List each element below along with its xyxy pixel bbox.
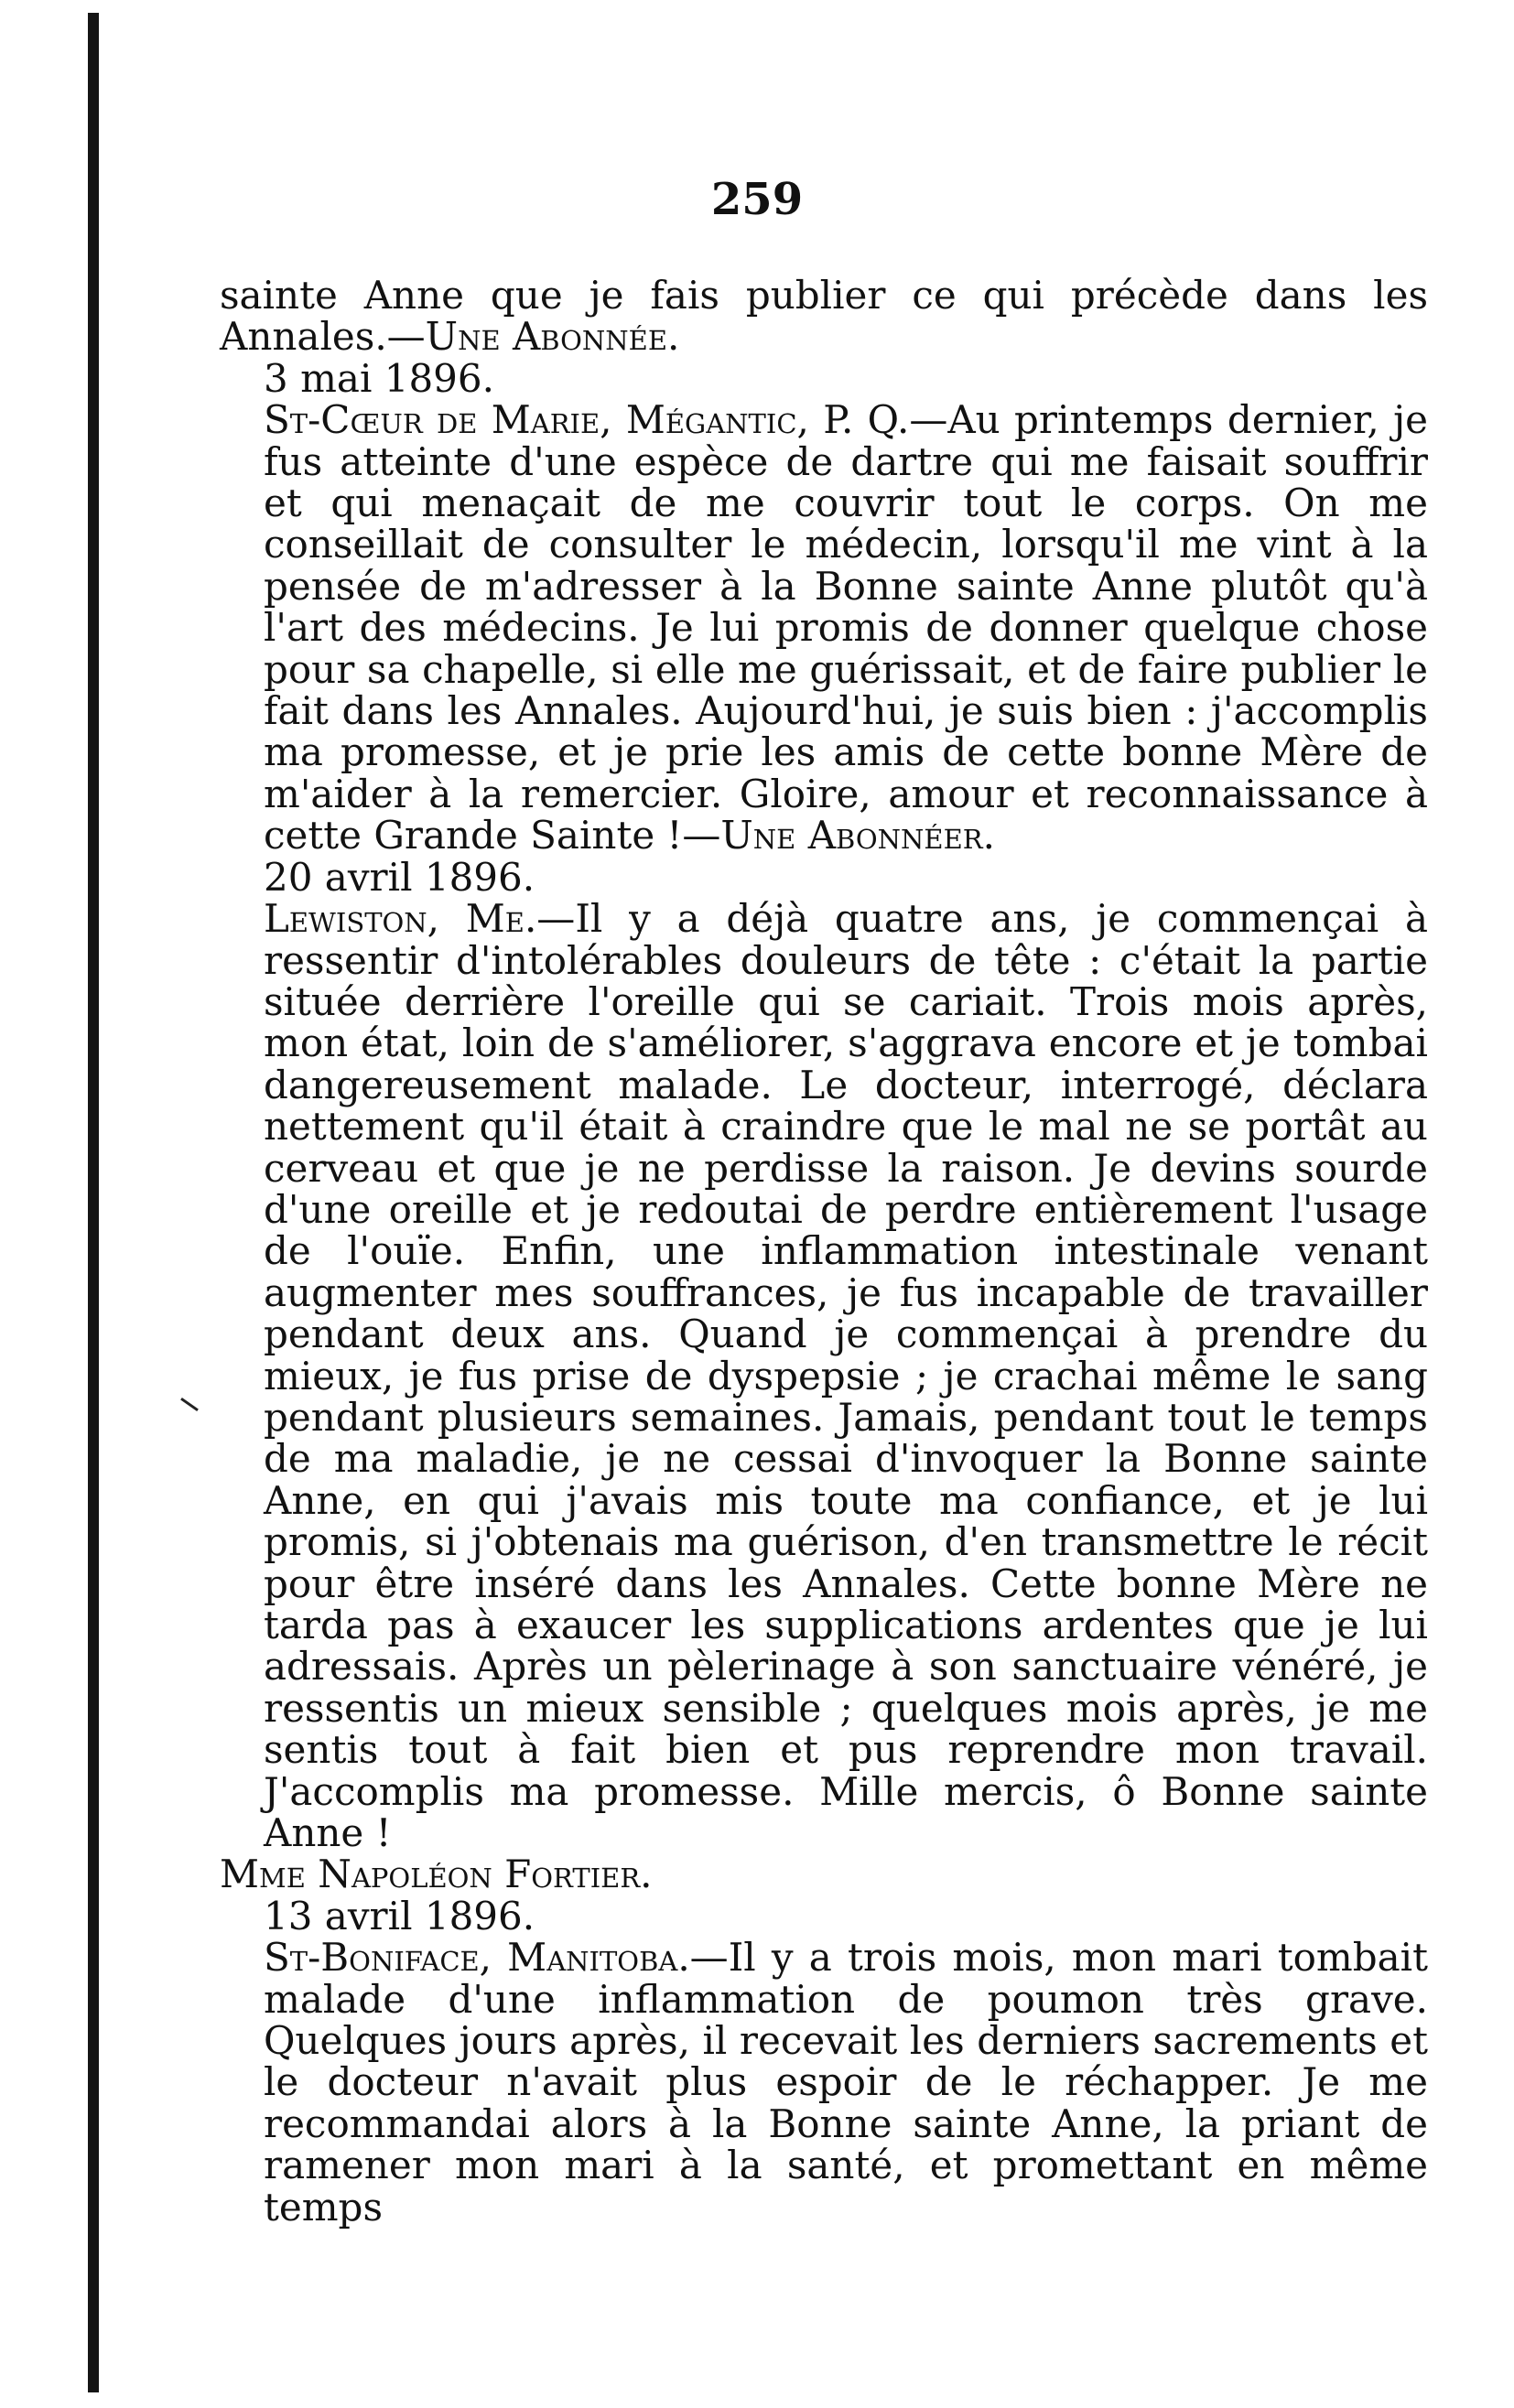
paragraph-text: Au printemps dernier, je fus atteinte d'une espèce de dartre qui me faisait souffrir et qui menaçait de me couvrir tout le corps. On me conseillait de consulter le médecin, lorsqu'il me vint à la pensée de m'adresser à la Bonne sainte Anne plutôt qu'à l'art des médecins. Je lui promis de donner quelque chose pour sa chapelle, si elle me guérissait, et de faire publier le fait dans les Annales. Aujourd'hui, je suis bien : j'accomplis ma promesse, et je prie les amis de cette bonne Mère de m'aider à la remercier. Gloire, amour et reconnaissance à cette Grande Sainte !— — [264, 397, 1428, 858]
paragraph-continuation — [220, 275, 1428, 358]
signature-abonnee: Une Abonnéer. — [720, 813, 995, 858]
signature-fortier: Mme Napoléon Fortier. — [220, 1852, 653, 1897]
paragraph-text: Il y a déjà quatre ans, je commençai à ressentir d'intolérables douleurs de tête : c'était la partie située derrière l'oreille qui se cariait. Trois mois après, mon état, loin de s'améliorer, s'aggrava encore et je tombai dangereusement malade. Le docteur, interrogé, déclara nettement qu'il était à craindre que le mal ne se portât au cerveau et que je ne perdisse la raison. Je devins sourde d'une oreille et je redoutai de perdre entièrement l'usage de l'ouïe. Enfin, une inflammation intestinale venant augmenter mes souffrances, je fus incapable de travailler pendant deux ans. Quand je commençai à prendre du mieux, je fus prise de dyspepsie ; je crachai même le sang pendant plusieurs semaines. Jamais, pendant tout le temps de ma maladie, je ne cessai d'invoquer la Bonne sainte Anne, en qui j'avais mis toute ma confiance, et je lui promis, si j'obtenais ma guérison, d'en transmettre le récit pour être inséré dans les Annales. Cette bonne Mère ne tarda pas à exaucer les supplications ardentes que je lui adressais. Après un pèlerinage à son sanctuaire vénéré, je ressentis un mieux sensible ; quelques mois après, je me sentis tout à fait bien et pus reprendre mon travail. J'accomplis ma promesse. Mille mercis, ô Bonne sainte Anne ! — [264, 896, 1428, 1856]
place-heading: St-Cœur de Marie, Mégantic, P. Q.— — [264, 397, 948, 443]
paragraph-text: sainte Anne que je fais publier ce qui précède dans les Annales.— — [220, 273, 1428, 360]
place-heading: Lewiston, Me.— — [264, 896, 576, 942]
margin-mark — [180, 1398, 199, 1411]
date-line: 3 mai 1896. — [264, 355, 494, 401]
testimony-st-coeur — [220, 399, 1428, 856]
testimony-st-boniface — [220, 1937, 1428, 2228]
date-line: 20 avril 1896. — [264, 854, 535, 900]
page-number: 259 — [710, 174, 804, 225]
page-body — [220, 275, 1428, 2228]
date-line: 13 avril 1896. — [264, 1893, 535, 1938]
place-heading: St-Boniface, Manitoba.— — [264, 1935, 729, 1981]
left-margin-rule — [88, 13, 99, 2392]
testimony-lewiston — [220, 896, 1428, 1856]
signature-abonnee: Une Abonnée. — [425, 314, 680, 360]
paragraph-text: Il y a trois mois, mon mari tombait malade d'une inflammation de poumon très grave. Quelques jours après, il recevait les derniers sacrements et le docteur n'avait plus espoir de le réchapper. Je me recommandai alors à la Bonne sainte Anne, la priant de ramener mon mari à la santé, et promettant en même temps — [264, 1935, 1428, 2230]
